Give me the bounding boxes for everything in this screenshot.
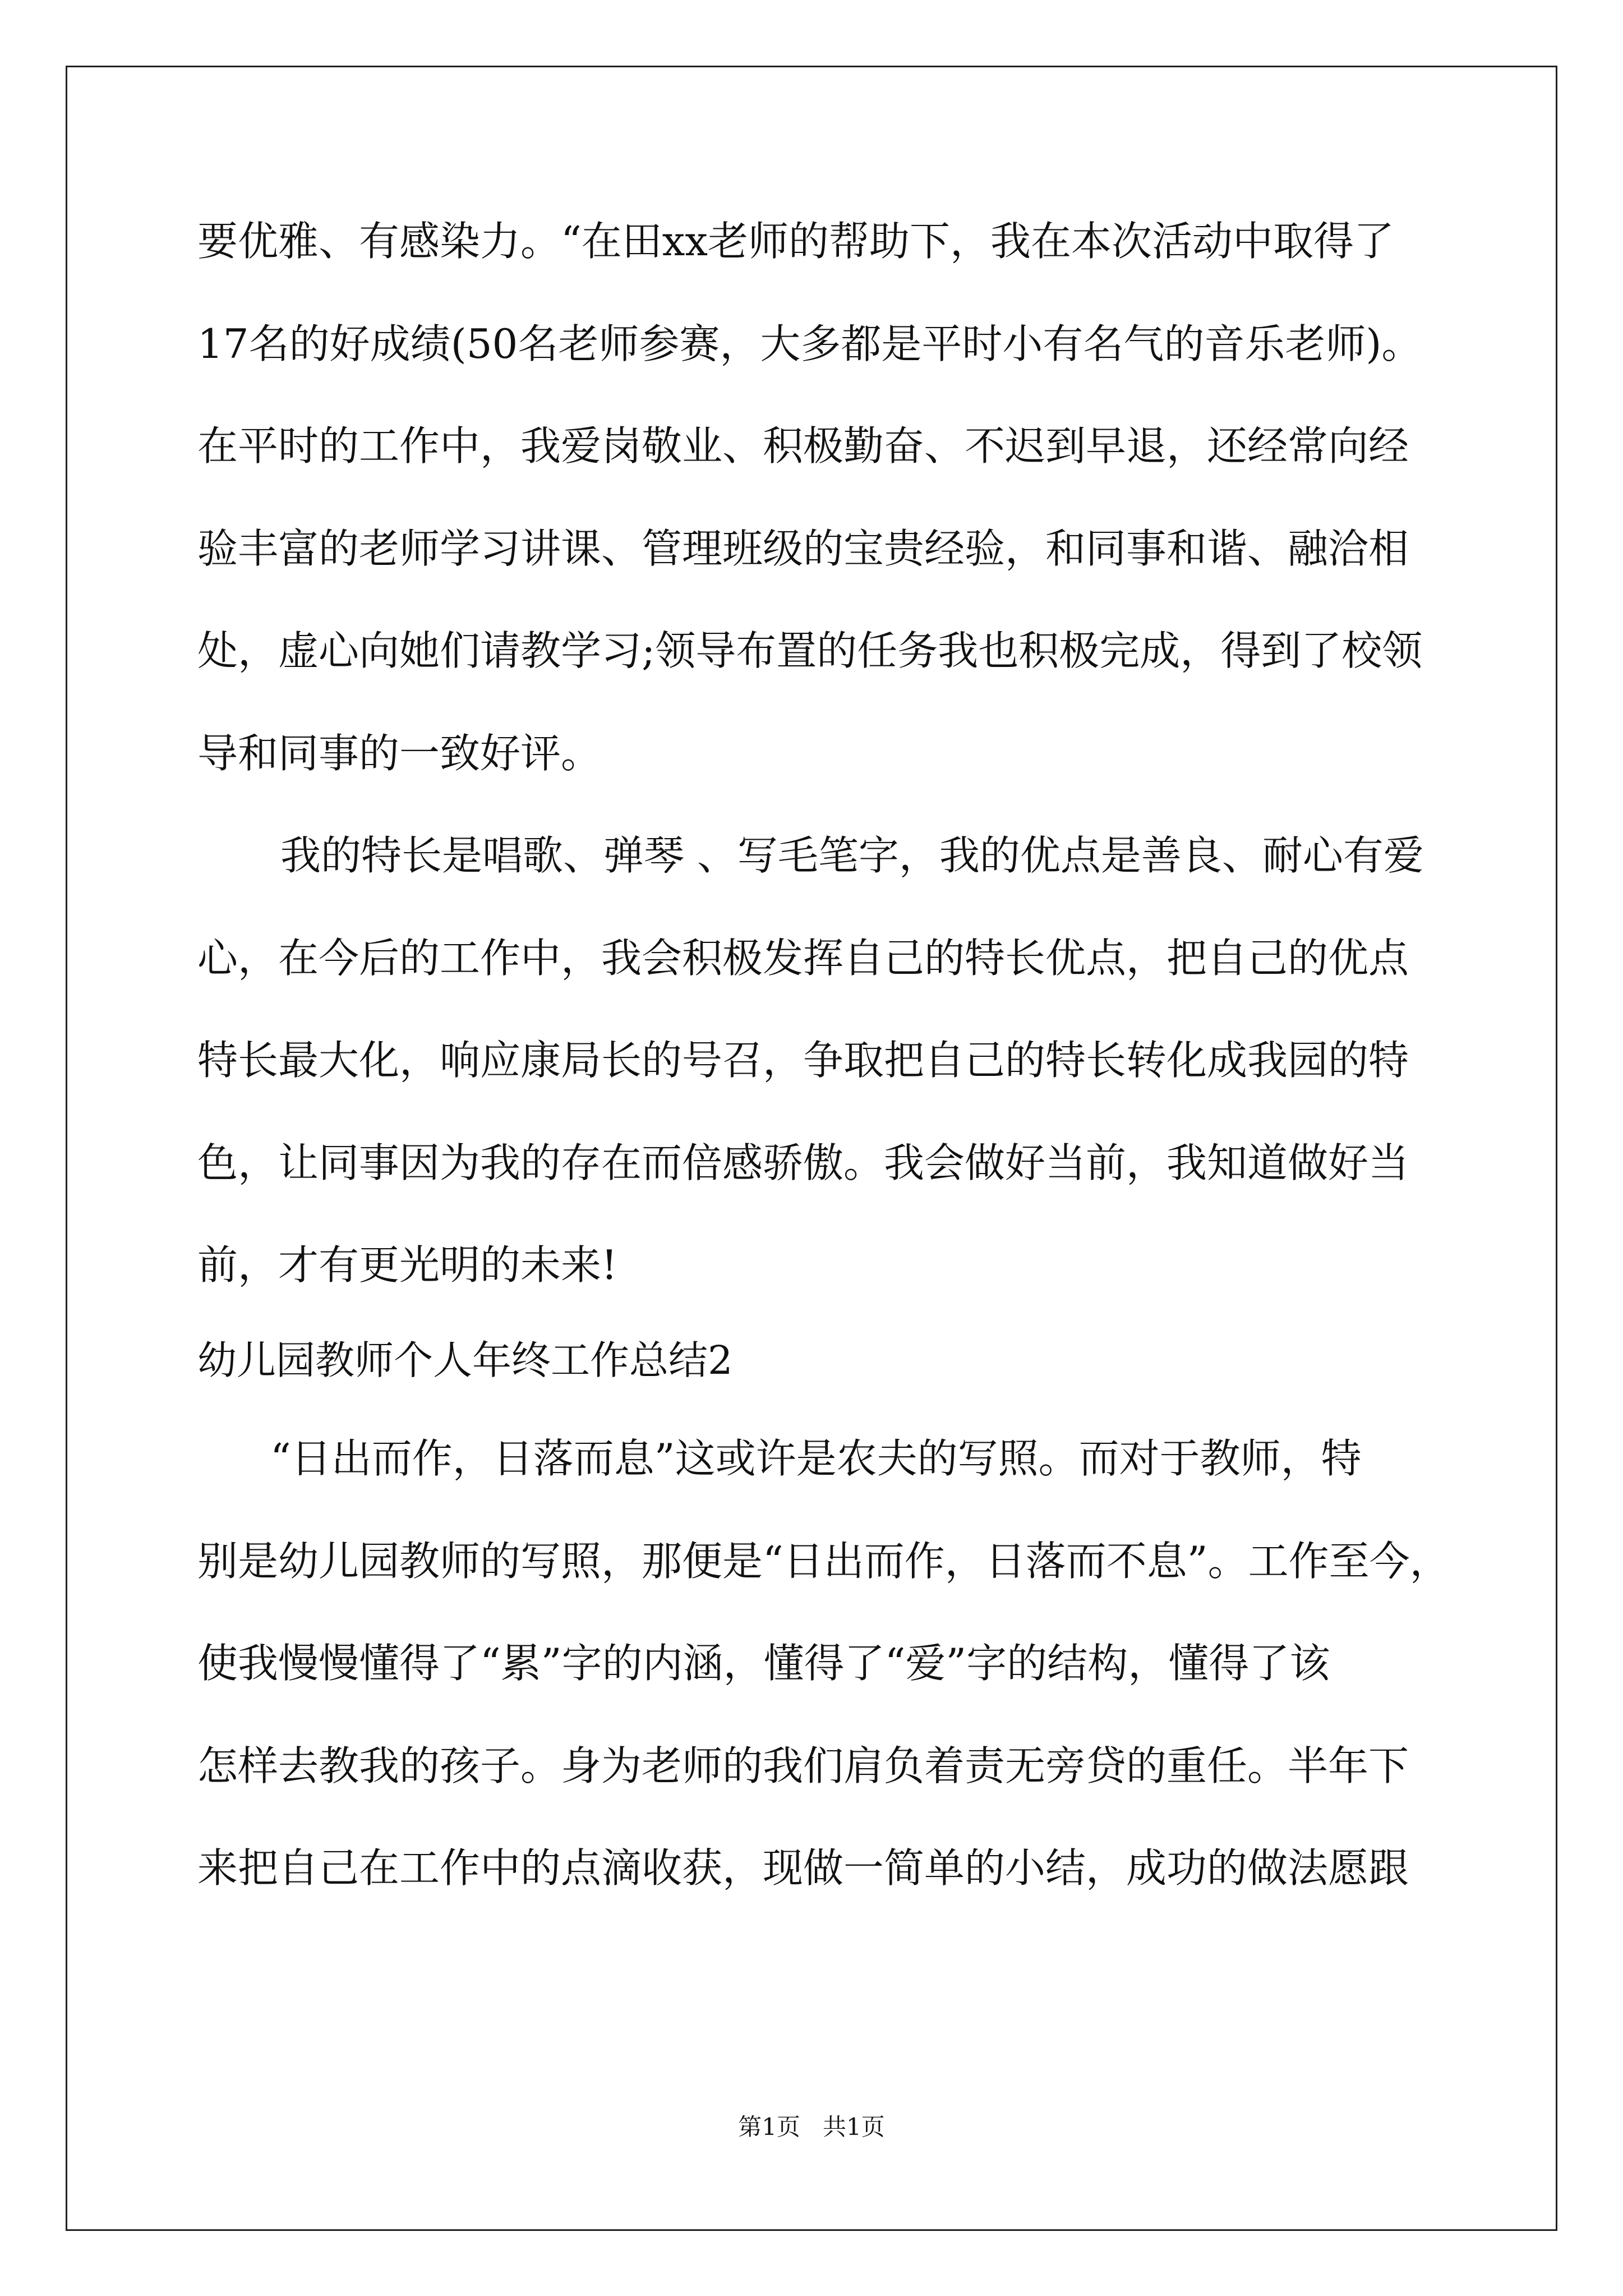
text-line: 使我慢慢懂得了“累”字的内涵，懂得了“爱”字的结构，懂得了该 <box>197 1640 1330 1687</box>
text-line: 色，让同事因为我的存在而倍感骄傲。我会做好当前，我知道做好当 <box>197 1139 1409 1186</box>
text-line: 来把自己在工作中的点滴收获，现做一简单的小结，成功的做法愿跟 <box>197 1844 1409 1892</box>
section-heading: 幼儿园教师个人年终工作总结2 <box>197 1337 733 1383</box>
text-line: 前，才有更光明的未来! <box>197 1241 617 1289</box>
paragraph-first-line: 我的特长是唱歌、弹琴 、写毛笔字，我的优点是善良、耐心有爱 <box>280 832 1424 879</box>
text-line: 怎样去教我的孩子。身为老师的我们肩负着责无旁贷的重任。半年下 <box>197 1742 1409 1789</box>
text-line: 在平时的工作中，我爱岗敬业、积极勤奋、不迟到早退，还经常向经 <box>197 422 1409 470</box>
text-line: 验丰富的老师学习讲课、管理班级的宝贵经验，和同事和谐、融洽相 <box>197 525 1409 572</box>
text-line: 心，在今后的工作中，我会积极发挥自己的特长优点，把自己的优点 <box>197 935 1409 982</box>
text-line: 别是幼儿园教师的写照，那便是“日出而作，日落而不息”。工作至今， <box>197 1538 1450 1585</box>
page-number-footer: 第1页 共1页 <box>738 2113 885 2141</box>
text-line: 特长最大化，响应康局长的号召，争取把自己的特长转化成我园的特 <box>197 1037 1409 1084</box>
text-line: 处，虚心向她们请教学习;领导布置的任务我也积极完成，得到了校领 <box>197 627 1423 674</box>
text-line: 要优雅、有感染力。“在田xx老师的帮助下，我在本次活动中取得了 <box>197 218 1395 265</box>
text-line: 17名的好成绩(50名老师参赛，大多都是平时小有名气的音乐老师)。 <box>197 320 1422 367</box>
text-line: 导和同事的一致好评。 <box>197 730 602 777</box>
paragraph-first-line: “日出而作，日落而息”这或许是农夫的写照。而对于教师，特 <box>270 1435 1362 1482</box>
